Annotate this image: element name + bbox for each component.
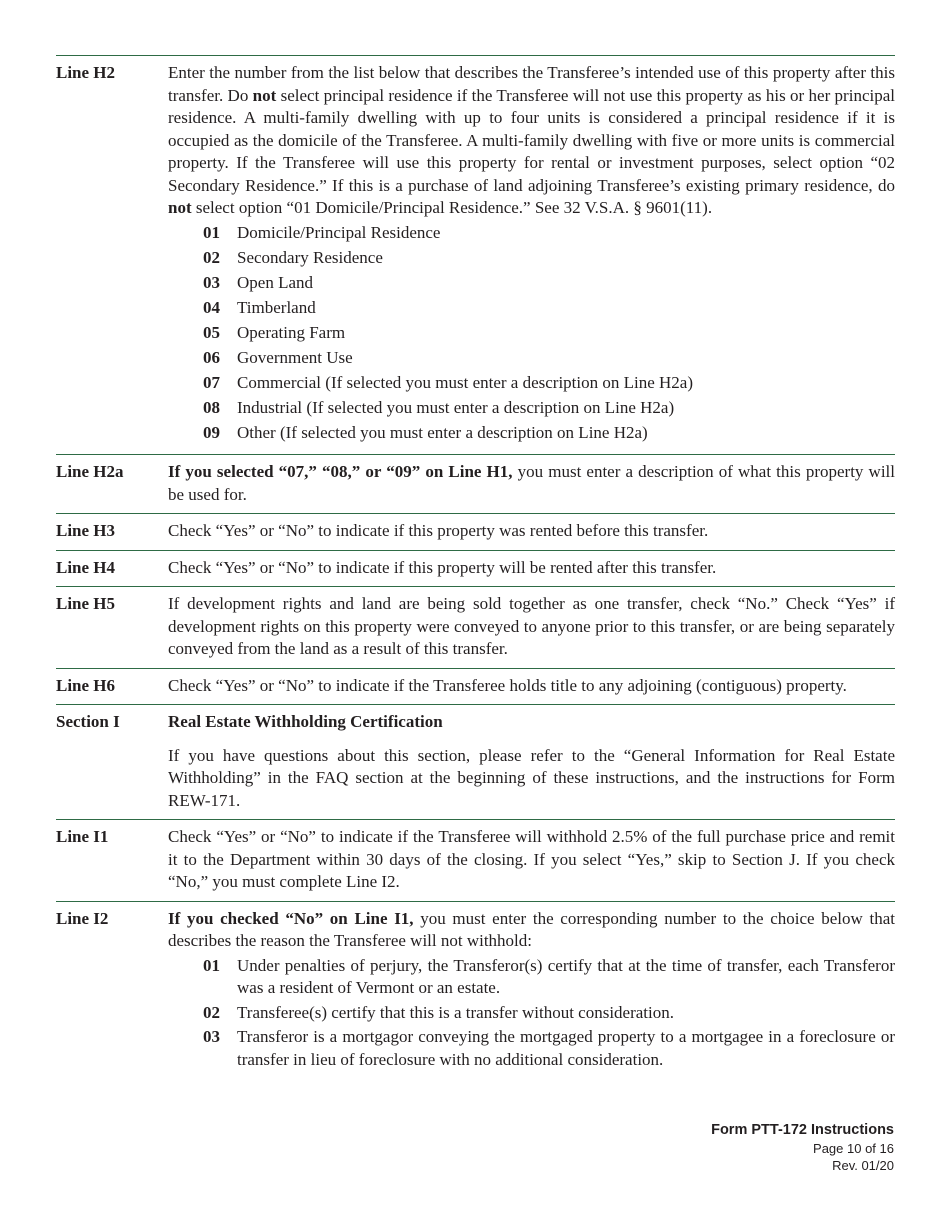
instructions-content — [56, 55, 895, 1080]
option-text: Domicile/Principal Residence — [237, 222, 441, 242]
option-text: Industrial (If selected you must enter a description on Line H2a) — [237, 398, 675, 418]
list-item — [203, 422, 895, 445]
section-i-description-row — [56, 741, 895, 820]
option-text: Operating Farm — [237, 322, 346, 342]
list-item — [203, 347, 895, 370]
option-text: Under penalties of perjury, the Transferor(s) certify that at the time of transfer, each Transferor was a resident of Vermont or an estate. — [237, 955, 895, 998]
line-label: Line I2 — [56, 908, 109, 928]
option-text: Secondary Residence — [237, 247, 383, 267]
option-text: Other (If selected you must enter a description on Line H2a) — [237, 423, 648, 443]
line-h2a-body — [168, 461, 895, 506]
option-number: 04 — [203, 297, 220, 317]
line-h4-row — [56, 550, 895, 587]
option-number: 01 — [203, 222, 220, 242]
option-number: 09 — [203, 423, 220, 443]
line-h4-body: Check “Yes” or “No” to indicate if this property will be rented after this transfer. — [168, 557, 717, 577]
line-label: Line I1 — [56, 827, 109, 847]
option-number: 05 — [203, 322, 220, 342]
line-h3-body: Check “Yes” or “No” to indicate if this property was rented before this transfer. — [168, 521, 709, 541]
label-spacer — [56, 745, 168, 813]
option-text: Commercial (If selected you must enter a description on Line H2a) — [237, 373, 694, 393]
form-title: Form PTT-172 Instructions — [711, 1122, 894, 1138]
option-number: 03 — [203, 272, 220, 292]
option-number: 07 — [203, 373, 220, 393]
list-item — [203, 397, 895, 420]
line-h6-row — [56, 668, 895, 705]
list-item — [203, 297, 895, 320]
line-h5-body: If development rights and land are being sold together as one transfer, check “No.” Check “Yes” if development rights on this property were conveyed to anyone prior to this transfer, or are being separately conveyed from the land as a result of this transfer. — [168, 594, 895, 659]
line-h3-row — [56, 513, 895, 550]
section-heading: Real Estate Withholding Certification — [168, 712, 443, 732]
text-span: select option “01 Domicile/Principal Residence.” See 32 V.S.A. § 9601(11). — [191, 198, 713, 217]
option-number: 03 — [203, 1027, 220, 1047]
line-h2-row — [56, 55, 895, 454]
line-h6-body: Check “Yes” or “No” to indicate if the Transferee holds title to any adjoining (contiguous) property. — [168, 675, 847, 695]
option-number: 01 — [203, 955, 220, 975]
list-item — [203, 1026, 895, 1071]
line-h2a-row — [56, 454, 895, 513]
option-text: Open Land — [237, 272, 314, 292]
section-i-row — [56, 704, 895, 741]
option-text: Government Use — [237, 347, 353, 367]
emphasis-text: not — [168, 198, 192, 217]
line-h2-paragraph — [168, 62, 895, 220]
line-i1-row — [56, 819, 895, 901]
section-label: Section I — [56, 712, 120, 732]
list-item — [203, 247, 895, 270]
list-item — [203, 1002, 895, 1025]
text-span: you must enter a description of what this property will be used for. — [168, 462, 895, 504]
emphasis-text: If you checked “No” on Line I1, — [168, 908, 414, 928]
line-label: Line H5 — [56, 594, 116, 614]
withholding-reasons-list — [168, 955, 895, 1072]
emphasis-text: If you selected “07,” “08,” or “09” on Line H1, — [168, 462, 513, 482]
line-i2-paragraph — [168, 908, 895, 953]
revision-date: Rev. 01/20 — [832, 1158, 894, 1173]
line-label: Line H3 — [56, 521, 116, 541]
line-h5-row — [56, 586, 895, 668]
list-item — [203, 372, 895, 395]
line-label: Line H4 — [56, 557, 116, 577]
line-label: Line H2a — [56, 462, 124, 482]
line-i1-body: Check “Yes” or “No” to indicate if the Transferee will withhold 2.5% of the full purchase price and remit it to the Department within 30 days of the closing. If you select “Yes,” skip to Section J. If you check “No,” you must complete Line I2. — [168, 827, 895, 892]
option-text: Timberland — [237, 297, 316, 317]
option-number: 08 — [203, 398, 220, 418]
text-span: you must enter the corresponding number to the choice below that describes the reason the Transferee will not withhold: — [168, 908, 895, 951]
text-span: select principal residence if the Transferee will not use this property as his or her principal residence. A multi-family dwelling with up to four units is considered a principal residence if it is occupied as the domicile of the Transferee. A multi-family dwelling with five or more units is commercial property. If the Transferee will use this property for rental or investment purposes, select option “02 Secondary Residence.” If this is a purchase of land adjoining Transferee’s existing primary residence, do — [168, 85, 895, 195]
page-footer — [711, 1121, 894, 1174]
line-label: Line H2 — [56, 63, 116, 82]
list-item — [203, 322, 895, 345]
emphasis-text: not — [252, 85, 277, 105]
line-h2-body — [168, 62, 895, 447]
list-item — [203, 222, 895, 245]
line-i2-body — [168, 908, 895, 1074]
option-text: Transferee(s) certify that this is a transfer without consideration. — [237, 1002, 674, 1022]
option-text: Transferor is a mortgagor conveying the mortgaged property to a mortgagee in a foreclosure or transfer in lieu of foreclosure with no additional consideration. — [237, 1027, 895, 1069]
option-number: 02 — [203, 1002, 220, 1022]
page-number: Page 10 of 16 — [813, 1141, 894, 1156]
option-number: 06 — [203, 347, 220, 367]
section-i-description: If you have questions about this section, please refer to the “General Information for Real Estate Withholding” in the FAQ section at the beginning of these instructions, and the instructions for Form REW-171. — [168, 745, 895, 810]
line-label: Line H6 — [56, 675, 116, 695]
option-number: 02 — [203, 247, 220, 267]
text-span: Enter the number from the list below that describes the Transferee’s intended use of this property after this transfer. Do — [168, 63, 895, 105]
use-options-list — [168, 222, 895, 445]
list-item — [203, 272, 895, 295]
list-item — [203, 955, 895, 1000]
line-i2-row — [56, 901, 895, 1081]
